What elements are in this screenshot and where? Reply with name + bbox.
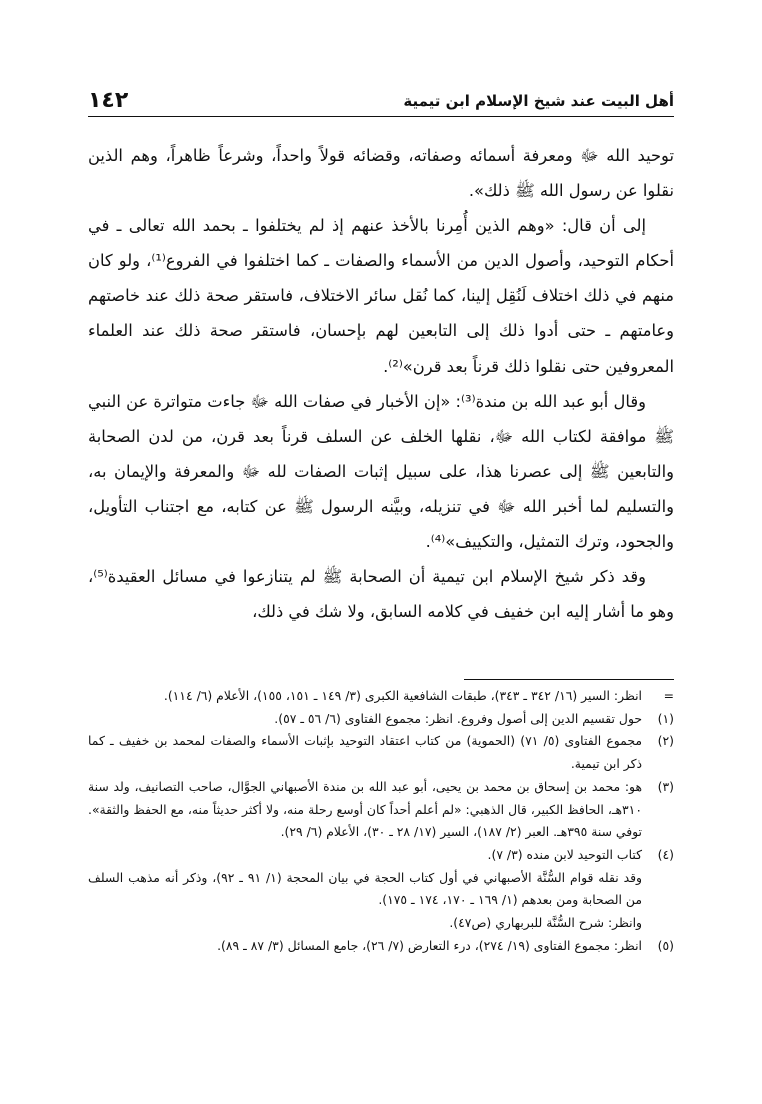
footnote-text: مجموع الفتاوى (٥/ ٧١) (الحموية) من كتاب اعتقاد التوحيد بإثبات الأسماء والصفات لمحمد بن خفيف ـ كما ذكر ابن تيمية.	[88, 733, 642, 772]
footnote-text: كتاب التوحيد لابن منده (٣/ ٧).	[487, 846, 642, 862]
running-header	[88, 80, 674, 117]
footnote	[88, 730, 674, 775]
footnote-text: حول تقسيم الدين إلى أصول وفروع. انظر: مجموع الفتاوى (٦/ ٥٦ ـ ٥٧).	[274, 710, 642, 726]
footnote-text: وقد نقله قوام السُّنَّة الأصبهاني في أول كتاب الحجة في بيان المحجة (١/ ٩١ ـ ٩٢)، وذكر أنه مذهب السلف من الصحابة ومن بعدهم (١/ ١٦٩ ـ ١٧٠، ١٧٤ ـ ١٧٥).	[88, 869, 643, 908]
footnote-text: هو: محمد بن إسحاق بن محمد بن يحيى، أبو عبد الله بن مندة الأصبهاني الجوَّال، صاحب التصانيف، ولد سنة ٣١٠هـ، الحافظ الكبير، قال الذهبي: «لم أعلم أحداً كان أوسع رحلة منه، ولا أكثر حديثاً منه، مع الحفظ والثقة». توفي سنة ٣٩٥هـ. العبر (٢/ ١٨٧)، السير (١٧/ ٢٨ ـ ٣٠)، الأعلام (٦/ ٢٩).	[88, 778, 642, 840]
page-number: ١٤٢	[88, 88, 129, 113]
footnote-separator	[464, 679, 674, 680]
running-title: أهل البيت عند شيخ الإسلام ابن تيمية	[403, 92, 674, 110]
footnote-number: (٤)	[657, 846, 674, 862]
footnote	[88, 776, 674, 844]
footnote	[88, 935, 674, 958]
footnote-text: انظر: مجموع الفتاوى (١٩/ ٢٧٤)، درء التعارض (٧/ ٢٦)، جامع المسائل (٣/ ٨٧ ـ ٨٩).	[217, 937, 642, 953]
footnote	[88, 844, 674, 935]
footnotes	[88, 685, 674, 957]
footnote-number: =	[663, 688, 674, 703]
footnote	[88, 708, 674, 731]
footnote-number: (٢)	[657, 733, 674, 749]
main-text	[88, 138, 674, 629]
footnote	[88, 685, 674, 708]
paragraph: إلى أن قال: «وهم الذين أُمِرنا بالأخذ عنهم إذ لم يختلفوا ـ بحمد الله تعالى ـ في أحكام التوحيد، وأصول الدين من الأسماء والصفات ـ كما اختلفوا في الفروع⁽¹⁾، ولو كان منهم في ذلك اختلاف لَنُقِل إلينا، كما نُقل سائر الاختلاف، فاستقر صحة ذلك عند خاصتهم وعامتهم ـ حتى أدوا ذلك إلى التابعين لهم بإحسان، فاستقر صحة ذلك عند العلماء المعروفين حتى نقلوا ذلك قرناً بعد قرن»⁽²⁾.	[88, 216, 674, 376]
footnote-text: انظر: السير (١٦/ ٣٤٢ ـ ٣٤٣)، طبقات الشافعية الكبرى (٣/ ١٤٩ ـ ١٥١، ١٥٥)، الأعلام (٦/ ١١٤).	[163, 688, 642, 703]
footnote-number: (٥)	[657, 937, 674, 953]
paragraph: توحيد الله ﷻ ومعرفة أسمائه وصفاته، وقضائه قولاً واحداً، وشرعاً ظاهراً، وهم الذين نقلوا عن رسول الله ﷺ ذلك».	[88, 146, 674, 201]
footnote-text: وانظر: شرح السُّنَّة للبربهاري (ص٤٧).	[449, 915, 642, 931]
paragraph: وقال أبو عبد الله بن مندة⁽³⁾: «إن الأخبار في صفات الله ﷻ جاءت متواترة عن النبي ﷺ موافقة لكتاب الله ﷻ، نقلها الخلف عن السلف قرناً بعد قرن، من لدن الصحابة والتابعين ﷺ إلى عصرنا هذا، على سبيل إثبات الصفات لله ﷻ والمعرفة والإيمان به، والتسليم لما أخبر الله ﷻ في تنزيله، وبيَّنه الرسول ﷺ عن كتابه، مع اجتناب التأويل، والجحود، وترك التمثيل، والتكييف»⁽⁴⁾.	[88, 391, 674, 552]
footnote-number: (١)	[657, 710, 674, 726]
paragraph: وقد ذكر شيخ الإسلام ابن تيمية أن الصحابة ﷺ لم يتنازعوا في مسائل العقيدة⁽⁵⁾، وهو ما أشار إليه ابن خفيف في كلامه السابق، ولا شك في ذلك،	[88, 567, 674, 622]
footnote-number: (٣)	[657, 778, 674, 794]
